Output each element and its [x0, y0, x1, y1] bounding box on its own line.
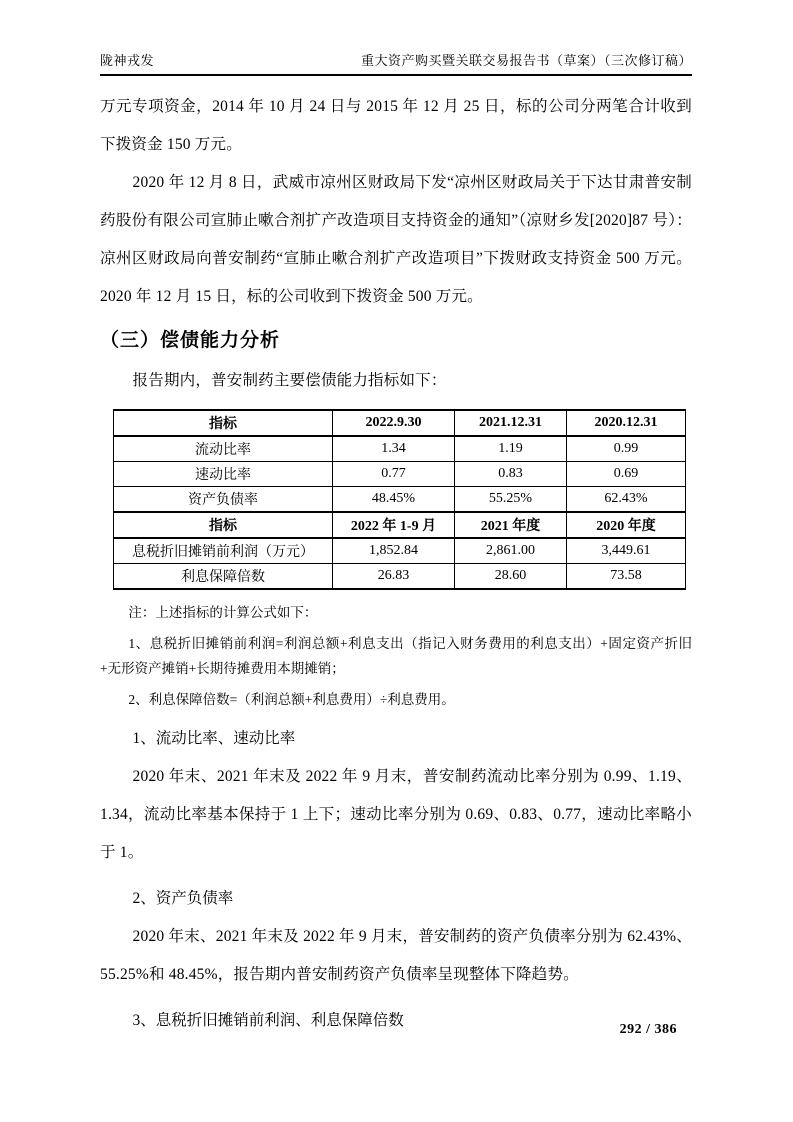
- table-cell: 1.34: [333, 436, 455, 462]
- section-heading: （三）偿债能力分析: [100, 330, 281, 351]
- table-row: [114, 436, 686, 462]
- table-cell: 利息保障倍数: [114, 564, 333, 590]
- table-header-cell: 指标: [114, 512, 333, 538]
- table-note-label: 注：上述指标的计算公式如下：: [128, 605, 318, 620]
- paragraph-subsidy-2020: 2020 年 12 月 8 日，武威市凉州区财政局下发“凉州区财政局关于下达甘肃普安制药股份有限公司宣肺止嗽合剂扩产改造项目支持资金的通知”（凉财乡发[2020]87 号）：凉州区财政局向普安制药“宣肺止嗽合剂扩产改造项目”下拨财政支持资金 500 万元。2020 年 12 月 15 日，标的公司收到下拨资金 500 万元。: [100, 174, 692, 305]
- table-header-cell: 2022 年 1-9 月: [333, 512, 455, 538]
- table-header-cell: 2022.9.30: [333, 410, 455, 436]
- table-row: [114, 564, 686, 590]
- table-cell: 0.99: [567, 436, 686, 462]
- table-cell: 2,861.00: [455, 538, 567, 564]
- page-header: [100, 50, 692, 76]
- table-cell: 3,449.61: [567, 538, 686, 564]
- subsection-2-paragraph: 2020 年末、2021 年末及 2022 年 9 月末，普安制药的资产负债率分别为 62.43%、55.25%和 48.45%，报告期内普安制药资产负债率呈现整体下降趋势。: [100, 928, 692, 983]
- paragraph-continuation: 万元专项资金，2014 年 10 月 24 日与 2015 年 12 月 25 日，标的公司分两笔合计收到下拨资金 150 万元。: [100, 98, 692, 153]
- subsection-1-paragraph: 2020 年末、2021 年末及 2022 年 9 月末，普安制药流动比率分别为 0.99、1.19、1.34，流动比率基本保持于 1 上下；速动比率分别为 0.69、0.83、0.77，速动比率略小于 1。: [100, 768, 692, 861]
- table-cell: 73.58: [567, 564, 686, 590]
- table-note-item: 1、息税折旧摊销前利润=利润总额+利息支出（指记入财务费用的利息支出）+固定资产折旧+无形资产摊销+长期待摊费用本期摊销；: [100, 636, 692, 676]
- table-row: [114, 487, 686, 513]
- table-cell: 1.19: [455, 436, 567, 462]
- table-row: [114, 462, 686, 487]
- table-cell: 62.43%: [567, 487, 686, 513]
- solvency-indicators-table: [113, 409, 686, 590]
- table-note-item: 2、利息保障倍数=（利润总额+利息费用）÷利息费用。: [128, 692, 455, 707]
- page-content: [100, 88, 692, 1040]
- subsection-2-heading: 2、资产负债率: [132, 890, 234, 907]
- table-cell: 1,852.84: [333, 538, 455, 564]
- table-header-cell: 2020.12.31: [567, 410, 686, 436]
- table-cell: 0.83: [455, 462, 567, 487]
- table-cell: 速动比率: [114, 462, 333, 487]
- table-header-row: [114, 512, 686, 538]
- table-header-cell: 2020 年度: [567, 512, 686, 538]
- table-row: [114, 538, 686, 564]
- table-cell: 28.60: [455, 564, 567, 590]
- section-intro: 报告期内，普安制药主要偿债能力指标如下：: [132, 372, 447, 389]
- table-cell: 息税折旧摊销前利润（万元）: [114, 538, 333, 564]
- header-left-text: 陇神戎发: [100, 53, 155, 68]
- table-cell: 资产负债率: [114, 487, 333, 513]
- subsection-3-heading: 3、息税折旧摊销前利润、利息保障倍数: [132, 1012, 404, 1029]
- header-right-text: 重大资产购买暨关联交易报告书（草案）（三次修订稿）: [360, 53, 692, 68]
- table-cell: 0.69: [567, 462, 686, 487]
- table-cell: 48.45%: [333, 487, 455, 513]
- page-number: 292 / 386: [619, 1022, 677, 1037]
- table-cell: 26.83: [333, 564, 455, 590]
- table-header-cell: 指标: [114, 410, 333, 436]
- table-header-cell: 2021 年度: [455, 512, 567, 538]
- table-cell: 流动比率: [114, 436, 333, 462]
- table-cell: 55.25%: [455, 487, 567, 513]
- table-cell: 0.77: [333, 462, 455, 487]
- subsection-1-heading: 1、流动比率、速动比率: [132, 730, 296, 747]
- table-header-cell: 2021.12.31: [455, 410, 567, 436]
- table-header-row: [114, 410, 686, 436]
